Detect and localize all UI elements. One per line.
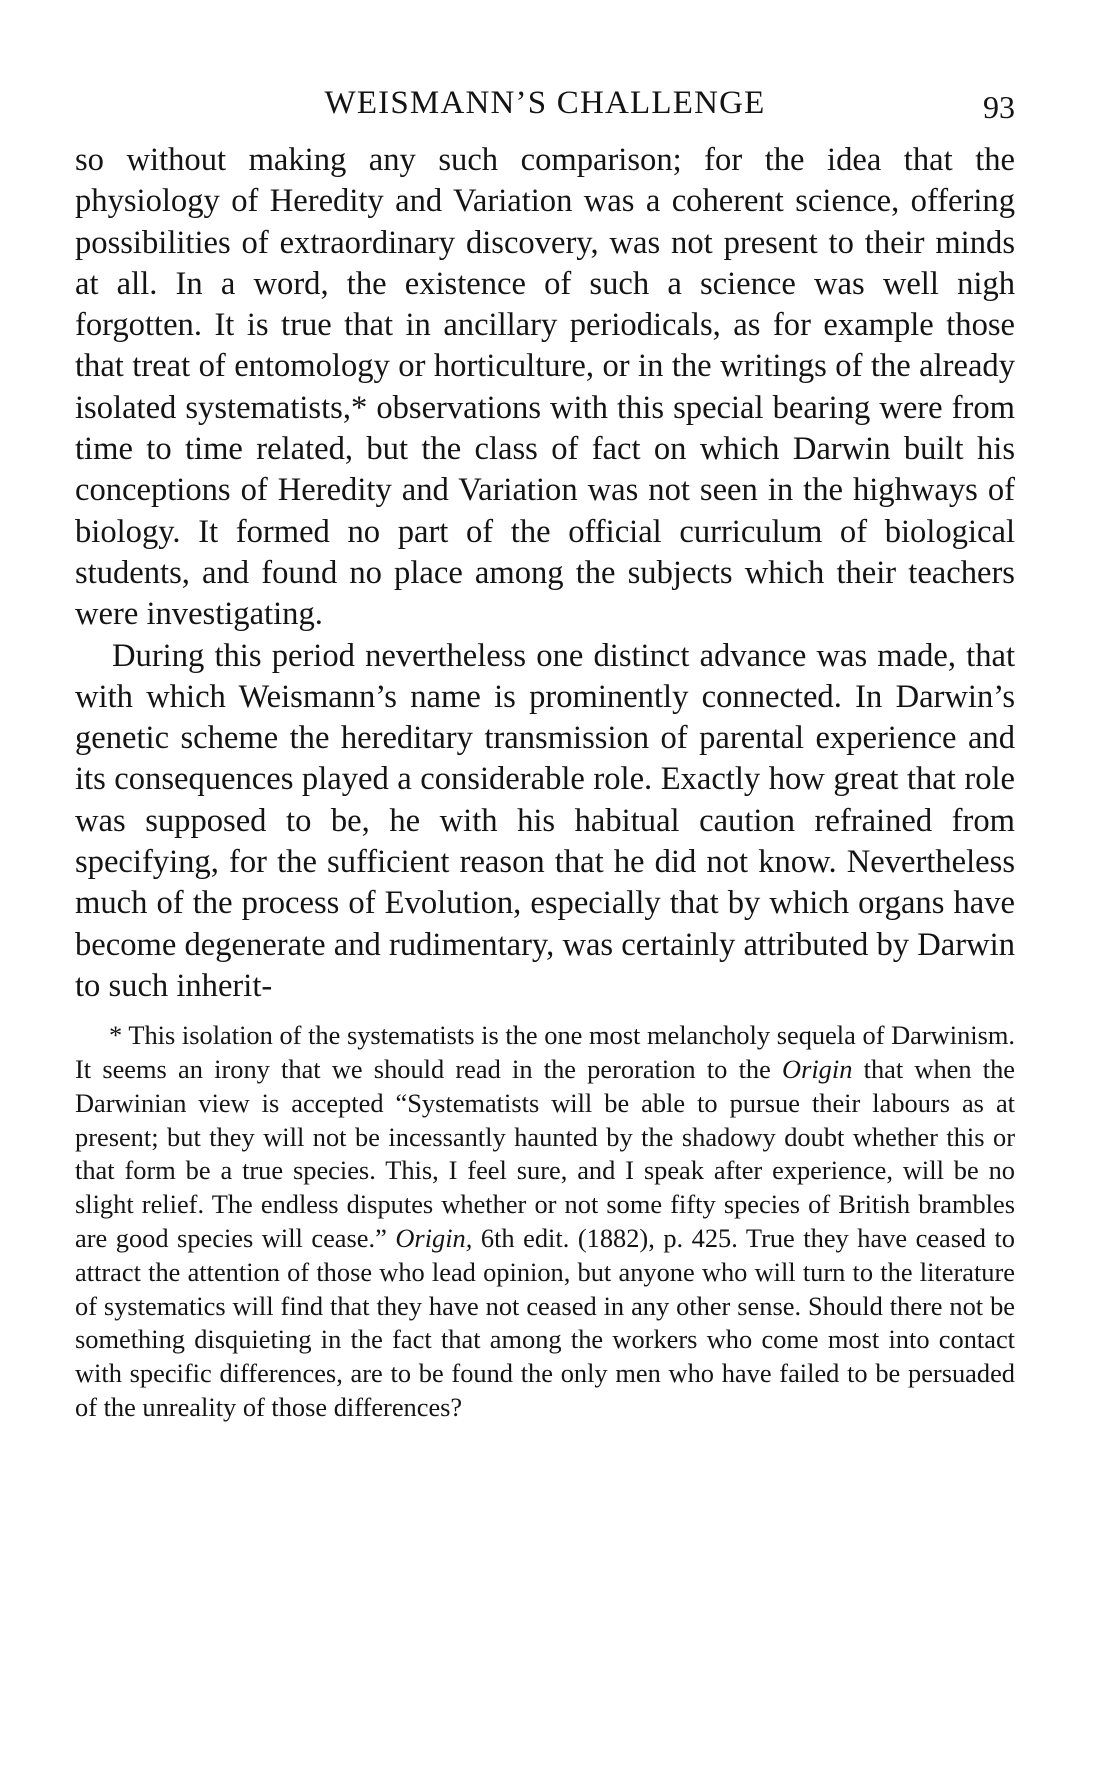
- footnote-text-2: that when the Darwinian view is accepted “Systematists will be able to pursue their labours as at present; but they will not be incessantly haunted by the shadowy doubt whether this or that form be a true species. This, I feel sure, and I speak after experience, will be no slight relief. The endless disputes whether or not some fifty species of British brambles are good species will cease.”: [75, 1054, 1015, 1254]
- footnote-italic-origin-1: Origin: [782, 1054, 853, 1085]
- paragraph-1-text-b: observations with this special bearing were from time to time related, but the class of fact on which Darwin built his conceptions of Heredity and Variation was not seen in the highways of biology. It formed no part of the official curriculum of biological students, and found no place among the subjects which their teachers were investigating.: [75, 389, 1015, 633]
- footnote-italic-origin-2: Origin,: [395, 1223, 473, 1254]
- footnote-text-1: This isolation of the systematists is the one most melancholy sequela of Darwinism. It seems an irony that we should read in the peroration to the: [75, 1020, 1015, 1085]
- footnote-section: [75, 1019, 1015, 1425]
- paragraph-1-text-a: so without making any such comparison; for the idea that the physiology of Heredity and Variation was a coherent science, offering possibilities of extraordinary discovery, was not present to their minds at all. In a word, the existence of such a science was well nigh forgotten. It is true that in ancillary periodicals, as for example those that treat of entomology or horticulture, or in the writings of the already isolated systematists,: [75, 142, 1015, 426]
- book-page: [75, 82, 1015, 1425]
- footnote-marker: *: [109, 1020, 123, 1051]
- running-head: [75, 82, 1015, 130]
- body-paragraph-2: During this period nevertheless one distinct advance was made, that with which Weismann’s name is prominently connected. In Darwin’s genetic scheme the hereditary transmission of parental experience and its consequences played a considerable role. Exactly how great that role was supposed to be, he with his habitual caution refrained from specifying, for the sufficient reason that he did not know. Nevertheless much of the process of Evolution, especially that by which organs have become degenerate and rudimentary, was certainly attributed by Darwin to such inherit-: [75, 637, 1015, 1004]
- running-title: WEISMANN’S CHALLENGE: [324, 85, 766, 121]
- footnote: [75, 1019, 1015, 1425]
- page-number: 93: [983, 89, 1015, 125]
- footnote-text-3: 6th edit. (1882), p. 425. True they have ceased to attract the attention of those who lead opinion, but anyone who will turn to the literature of systematics will find that they have not ceased in any other sense. Should there not be something disquieting in the fact that among the workers who come most into contact with specific differences, are to be found the only men who have failed to be persuaded of the unreality of those differences?: [75, 1223, 1015, 1422]
- body-paragraph-1: [75, 140, 1015, 636]
- footnote-reference-marker: *: [350, 389, 368, 426]
